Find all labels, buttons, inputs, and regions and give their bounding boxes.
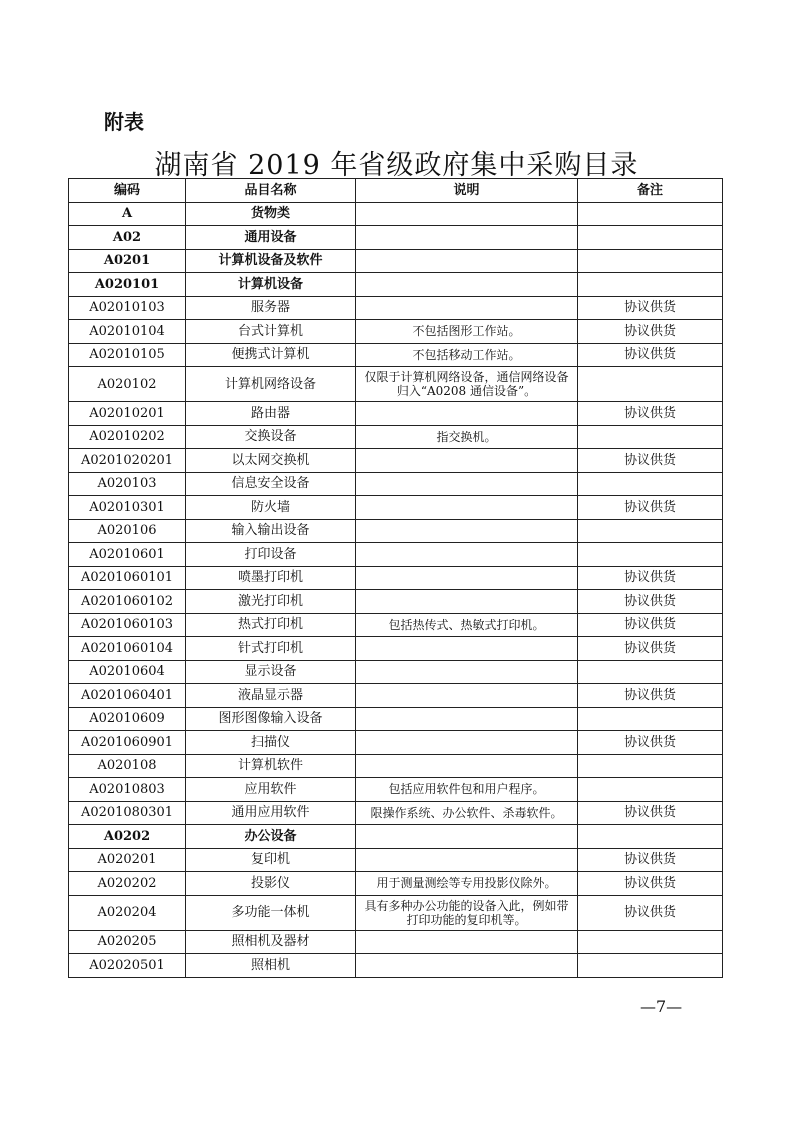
cell-code: A02010803 — [69, 778, 186, 802]
cell-description: 用于测量测绘等专用投影仪除外。 — [356, 872, 578, 896]
cell-description — [356, 825, 578, 849]
header-item-name: 品目名称 — [186, 179, 356, 203]
table-header-row — [69, 179, 723, 203]
cell-code: A020204 — [69, 895, 186, 930]
cell-item-name: 投影仪 — [186, 872, 356, 896]
cell-remark: 协议供货 — [578, 402, 723, 426]
cell-remark — [578, 543, 723, 567]
table-row — [69, 825, 723, 849]
cell-description: 指交换机。 — [356, 425, 578, 449]
cell-code: A02010301 — [69, 496, 186, 520]
cell-code: A02010604 — [69, 660, 186, 684]
table-row — [69, 202, 723, 226]
cell-remark — [578, 472, 723, 496]
table-row — [69, 472, 723, 496]
document-title: 湖南省 2019 年省级政府集中采购目录 — [154, 150, 639, 181]
cell-description — [356, 930, 578, 954]
cell-description — [356, 273, 578, 297]
table-row — [69, 320, 723, 344]
cell-item-name: 便携式计算机 — [186, 343, 356, 367]
cell-description — [356, 637, 578, 661]
cell-item-name: 激光打印机 — [186, 590, 356, 614]
cell-description — [356, 249, 578, 273]
procurement-catalog-table — [68, 178, 723, 978]
table-row — [69, 496, 723, 520]
cell-remark: 协议供货 — [578, 566, 723, 590]
cell-code: A0202 — [69, 825, 186, 849]
table-row — [69, 754, 723, 778]
cell-description — [356, 660, 578, 684]
cell-remark: 协议供货 — [578, 637, 723, 661]
header-description: 说明 — [356, 179, 578, 203]
cell-remark — [578, 754, 723, 778]
table-row — [69, 590, 723, 614]
table-row — [69, 731, 723, 755]
cell-code: A02010105 — [69, 343, 186, 367]
cell-remark — [578, 930, 723, 954]
cell-code: A020201 — [69, 848, 186, 872]
cell-remark — [578, 202, 723, 226]
cell-remark — [578, 425, 723, 449]
table-row — [69, 226, 723, 250]
table-row — [69, 402, 723, 426]
table-row — [69, 895, 723, 930]
table-row — [69, 684, 723, 708]
cell-description — [356, 296, 578, 320]
cell-code: A02010104 — [69, 320, 186, 344]
cell-remark — [578, 226, 723, 250]
cell-description — [356, 449, 578, 473]
cell-description: 限操作系统、办公软件、杀毒软件。 — [356, 801, 578, 825]
cell-code: A02010601 — [69, 543, 186, 567]
cell-description — [356, 954, 578, 978]
cell-item-name: 复印机 — [186, 848, 356, 872]
cell-remark: 协议供货 — [578, 343, 723, 367]
cell-remark: 协议供货 — [578, 801, 723, 825]
cell-code: A020106 — [69, 519, 186, 543]
cell-code: A0201 — [69, 249, 186, 273]
cell-item-name: 计算机设备及软件 — [186, 249, 356, 273]
cell-description: 不包括图形工作站。 — [356, 320, 578, 344]
table-row — [69, 848, 723, 872]
cell-code: A02020501 — [69, 954, 186, 978]
cell-item-name: 台式计算机 — [186, 320, 356, 344]
cell-remark: 协议供货 — [578, 872, 723, 896]
table-body — [69, 202, 723, 977]
cell-item-name: 照相机及器材 — [186, 930, 356, 954]
cell-item-name: 计算机网络设备 — [186, 367, 356, 402]
cell-code: A0201060102 — [69, 590, 186, 614]
cell-code: A020101 — [69, 273, 186, 297]
cell-description: 仅限于计算机网络设备，通信网络设备归入“A0208 通信设备”。 — [356, 367, 578, 402]
cell-code: A0201060103 — [69, 613, 186, 637]
table-row — [69, 660, 723, 684]
table-row — [69, 543, 723, 567]
cell-item-name: 通用设备 — [186, 226, 356, 250]
cell-item-name: 显示设备 — [186, 660, 356, 684]
cell-remark: 协议供货 — [578, 731, 723, 755]
cell-description — [356, 402, 578, 426]
cell-description — [356, 731, 578, 755]
cell-code: A0201060101 — [69, 566, 186, 590]
cell-remark — [578, 519, 723, 543]
cell-remark — [578, 249, 723, 273]
appendix-label: 附表 — [104, 110, 144, 134]
cell-description — [356, 754, 578, 778]
cell-item-name: 液晶显示器 — [186, 684, 356, 708]
table-row — [69, 566, 723, 590]
table-row — [69, 425, 723, 449]
cell-remark — [578, 954, 723, 978]
cell-code: A020103 — [69, 472, 186, 496]
cell-code: A0201060104 — [69, 637, 186, 661]
cell-code: A0201060901 — [69, 731, 186, 755]
cell-description — [356, 543, 578, 567]
cell-code: A0201080301 — [69, 801, 186, 825]
cell-code: A02010103 — [69, 296, 186, 320]
cell-item-name: 货物类 — [186, 202, 356, 226]
table-row — [69, 296, 723, 320]
table-row — [69, 613, 723, 637]
cell-item-name: 计算机设备 — [186, 273, 356, 297]
cell-item-name: 热式打印机 — [186, 613, 356, 637]
table-row — [69, 872, 723, 896]
cell-item-name: 服务器 — [186, 296, 356, 320]
cell-item-name: 照相机 — [186, 954, 356, 978]
cell-description — [356, 202, 578, 226]
cell-remark: 协议供货 — [578, 449, 723, 473]
page-number: —7— — [640, 997, 683, 1016]
cell-description — [356, 684, 578, 708]
table-row — [69, 637, 723, 661]
cell-item-name: 输入输出设备 — [186, 519, 356, 543]
cell-item-name: 交换设备 — [186, 425, 356, 449]
table-row — [69, 519, 723, 543]
cell-item-name: 多功能一体机 — [186, 895, 356, 930]
cell-remark: 协议供货 — [578, 848, 723, 872]
cell-code: A02010609 — [69, 707, 186, 731]
cell-description — [356, 848, 578, 872]
cell-remark — [578, 825, 723, 849]
cell-item-name: 喷墨打印机 — [186, 566, 356, 590]
cell-description: 不包括移动工作站。 — [356, 343, 578, 367]
table-row — [69, 930, 723, 954]
cell-code: A — [69, 202, 186, 226]
table-row — [69, 778, 723, 802]
table-row — [69, 367, 723, 402]
table-row — [69, 449, 723, 473]
cell-item-name: 图形图像输入设备 — [186, 707, 356, 731]
cell-item-name: 路由器 — [186, 402, 356, 426]
cell-remark: 协议供货 — [578, 895, 723, 930]
cell-description — [356, 226, 578, 250]
cell-remark: 协议供货 — [578, 613, 723, 637]
cell-remark: 协议供货 — [578, 320, 723, 344]
cell-item-name: 针式打印机 — [186, 637, 356, 661]
cell-description — [356, 496, 578, 520]
cell-item-name: 打印设备 — [186, 543, 356, 567]
header-remark: 备注 — [578, 179, 723, 203]
cell-item-name: 办公设备 — [186, 825, 356, 849]
cell-code: A020205 — [69, 930, 186, 954]
cell-remark — [578, 273, 723, 297]
cell-description: 包括热传式、热敏式打印机。 — [356, 613, 578, 637]
cell-description — [356, 590, 578, 614]
cell-description — [356, 472, 578, 496]
table-row — [69, 954, 723, 978]
cell-item-name: 应用软件 — [186, 778, 356, 802]
cell-description — [356, 519, 578, 543]
cell-remark — [578, 778, 723, 802]
cell-remark — [578, 707, 723, 731]
cell-code: A020108 — [69, 754, 186, 778]
cell-code: A020102 — [69, 367, 186, 402]
cell-remark — [578, 660, 723, 684]
table-row — [69, 343, 723, 367]
cell-code: A02010202 — [69, 425, 186, 449]
cell-code: A0201060401 — [69, 684, 186, 708]
cell-remark: 协议供货 — [578, 496, 723, 520]
cell-item-name: 信息安全设备 — [186, 472, 356, 496]
table-row — [69, 249, 723, 273]
cell-remark: 协议供货 — [578, 296, 723, 320]
table-row — [69, 801, 723, 825]
cell-remark: 协议供货 — [578, 684, 723, 708]
table-row — [69, 273, 723, 297]
table-row — [69, 707, 723, 731]
cell-description — [356, 566, 578, 590]
cell-item-name: 防火墙 — [186, 496, 356, 520]
cell-description: 具有多种办公功能的设备入此，例如带打印功能的复印机等。 — [356, 895, 578, 930]
cell-item-name: 计算机软件 — [186, 754, 356, 778]
cell-description — [356, 707, 578, 731]
cell-description: 包括应用软件包和用户程序。 — [356, 778, 578, 802]
cell-remark — [578, 367, 723, 402]
cell-item-name: 以太网交换机 — [186, 449, 356, 473]
cell-item-name: 通用应用软件 — [186, 801, 356, 825]
cell-remark: 协议供货 — [578, 590, 723, 614]
cell-code: A020202 — [69, 872, 186, 896]
cell-code: A02010201 — [69, 402, 186, 426]
cell-item-name: 扫描仪 — [186, 731, 356, 755]
header-code: 编码 — [69, 179, 186, 203]
cell-code: A0201020201 — [69, 449, 186, 473]
cell-code: A02 — [69, 226, 186, 250]
